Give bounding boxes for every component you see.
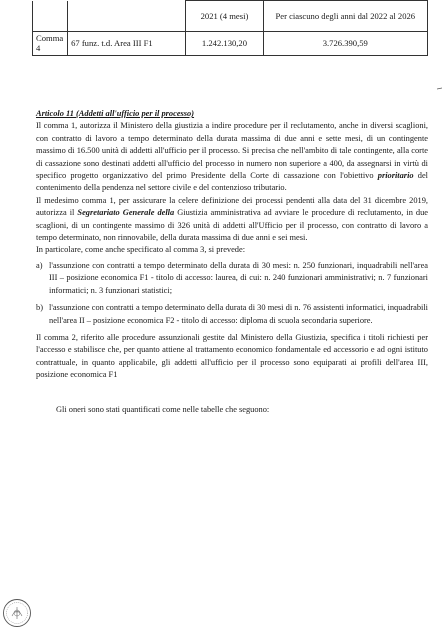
article-body xyxy=(36,108,428,416)
p1-end: del contenimento della pendenza nel settore civile e del contenzioso tributario. xyxy=(36,171,429,193)
table-cell-empty xyxy=(33,1,68,32)
list-item-text: l'assunzione con contratti a tempo determinato della durata di 30 mesi di n. 76 assistenti informatici, inquadrabili nell'area II – posizione economica F2 - titolo di accesso: diploma di scuola secondaria superiore. xyxy=(49,303,428,325)
table-cell-2021: 1.242.130,20 xyxy=(186,32,263,56)
paragraph-oneri: Gli oneri sono stati quantificati come nelle tabelle che seguono: xyxy=(56,404,270,414)
list-item-text: l'assunzione con contratti a tempo determinato della durata di 30 mesi: n. 250 funzionari, inquadrabili nell'area III – posizione economica F1 - titolo di accesso: laurea, di cui: n. 240 funzionari amministrativi; n. 7 funzionari informatici; n. 3 funzionari statistici; xyxy=(49,260,428,295)
list-marker: a) xyxy=(36,260,43,270)
paragraph-comma-2: Il comma 2, riferito alle procedure assunzionali gestite dal Ministero della Giustizia, specifica i titoli richiesti per l'accesso e stabilisce che, per quanto attiene al trattamento economico fondamentale ed accessorio e ad ogni istituto contrattuale, in quanto applicabile, gli addetti all'ufficio per il processo sono equiparati ai profili dell'area III, posizione economica F1 xyxy=(36,332,428,380)
list-item xyxy=(36,302,428,327)
margin-mark-icon xyxy=(437,87,442,91)
table-cell-desc: 67 funz. t.d. Area III F1 xyxy=(68,32,186,56)
table-row xyxy=(33,32,428,56)
official-seal-icon xyxy=(2,598,32,628)
table-cell-comma: Comma 4 xyxy=(33,32,68,56)
p2-text: Il medesimo comma 1, per assicurare la celere definizione dei processi pendenti alla data del 31 dicembre 2019, autorizza il xyxy=(36,195,428,218)
paragraph-comma-1 xyxy=(36,120,428,194)
table-cell-empty xyxy=(68,1,186,32)
cost-table xyxy=(32,0,428,56)
p1-emphasis: prioritario xyxy=(377,171,414,181)
list-marker: b) xyxy=(36,303,43,313)
provisions-list xyxy=(36,260,428,327)
p1-text: Il comma 1, autorizza il Ministero della giustizia a indire procedure per il reclutamento, anche in diversi scaglioni, con contratto di lavoro a tempo determinato della durata massima di due anni e sette mesi, di un contingente massimo di 16.500 unità di addetti all'ufficio per il processo. Si precisa che nell'ambito di tale contingente, alla corte di cassazione sono destinati addetti all'ufficio del processo in numero non superiore a 400, da assegnarsi in virtù di specifico progetto organizzativo del primo Presidente della Corte di cassazione con l'obiettivo xyxy=(36,121,428,181)
table-header-years: Per ciascuno degli anni dal 2022 al 2026 xyxy=(263,1,427,32)
table-header-row xyxy=(33,1,428,32)
p2-end: Giustizia amministrativa ad avviare le procedure di reclutamento, in due scaglioni, di un contingente massimo di 326 unità di addetti all'Ufficio per il processo, con contratto di lavoro a tempo determinato, non rinnovabile, della durata massima di due anni e sei mesi. xyxy=(36,208,429,243)
table-header-2021: 2021 (4 mesi) xyxy=(186,1,263,32)
paragraph-intro-list: In particolare, come anche specificato al comma 3, si prevede: xyxy=(36,245,246,255)
list-item xyxy=(36,260,428,297)
article-title: Articolo 11 (Addetti all'ufficio per il processo) xyxy=(36,109,195,118)
table-cell-yearly: 3.726.390,59 xyxy=(263,32,427,56)
paragraph-comma-1-bis xyxy=(36,195,428,245)
p2-emphasis: Segretariato Generale della xyxy=(77,208,175,218)
